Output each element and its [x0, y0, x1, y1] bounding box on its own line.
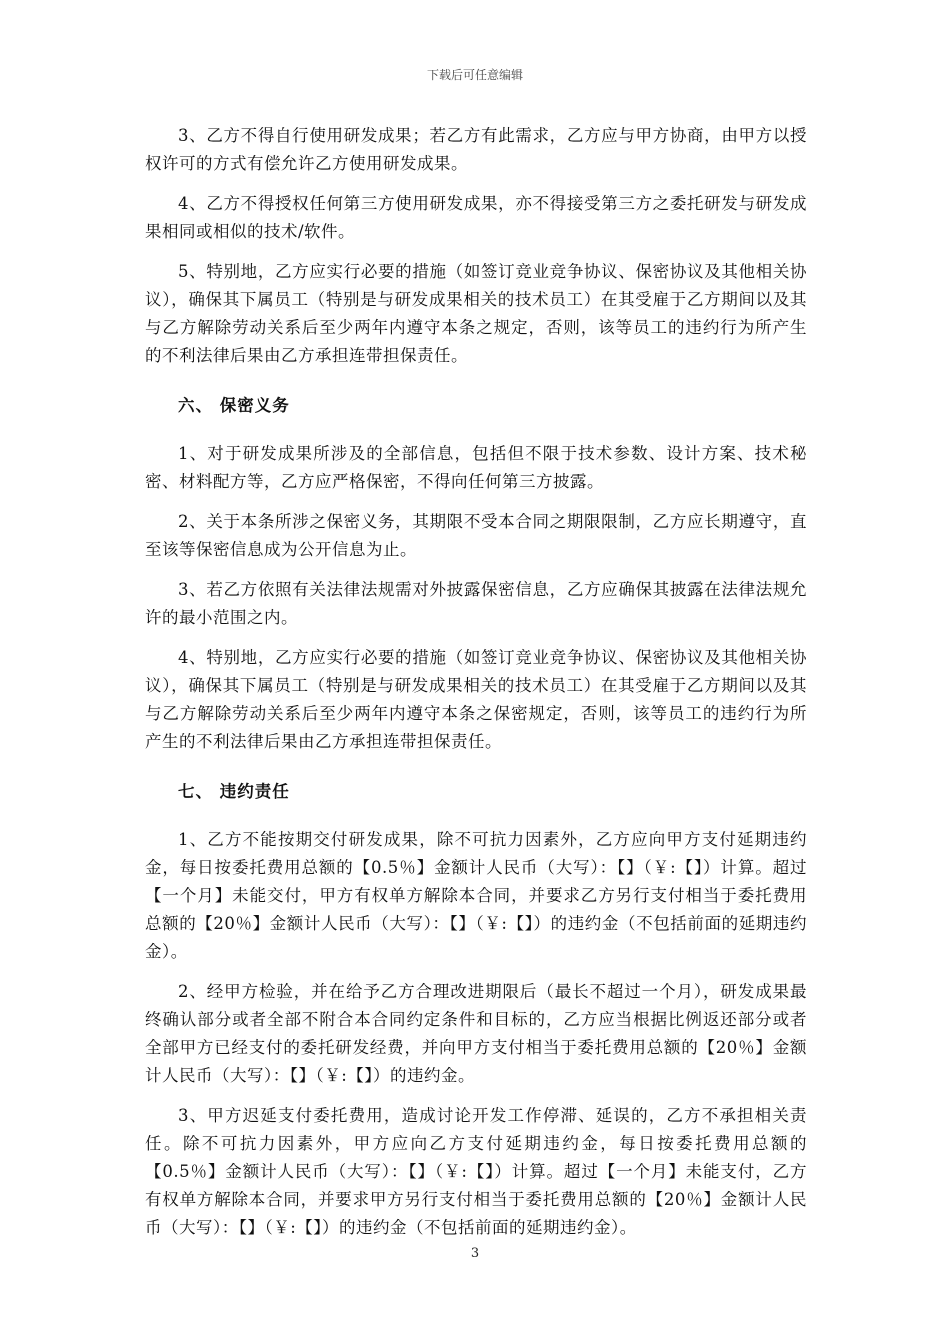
clause-6-1: 1、对于研发成果所涉及的全部信息，包括但不限于技术参数、设计方案、技术秘密、材料配方等，乙方应严格保密，不得向任何第三方披露。 [145, 444, 807, 491]
section-heading-liability: 七、 违约责任 [178, 782, 290, 801]
page-number: 3 [470, 1246, 480, 1261]
clause-5-5: 5、特别地，乙方应实行必要的措施（如签订竞业竞争协议、保密协议及其他相关协议），确保其下属员工（特别是与研发成果相关的技术员工）在其受雇于乙方期间以及其与乙方解除劳动关系后至少两年内遵守本条之规定，否则，该等员工的违约行为所产生的不利法律后果由乙方承担连带担保责任。 [145, 262, 807, 365]
clause-5-3: 3、乙方不得自行使用研发成果；若乙方有此需求，乙方应与甲方协商，由甲方以授权许可的方式有偿允许乙方使用研发成果。 [145, 126, 807, 173]
clause-6-4: 4、特别地，乙方应实行必要的措施（如签订竞业竞争协议、保密协议及其他相关协议），确保其下属员工（特别是与研发成果相关的技术员工）在其受雇于乙方期间以及其与乙方解除劳动关系后至少两年内遵守本条之保密规定，否则，该等员工的违约行为所产生的不利法律后果由乙方承担连带担保责任。 [145, 648, 807, 751]
clause-7-1: 1、乙方不能按期交付研发成果，除不可抗力因素外，乙方应向甲方支付延期违约金，每日按委托费用总额的【0.5％】金额计人民币（大写）：【】（￥:【】）计算。超过【一个月】未能交付，甲方有权单方解除本合同，并要求乙方另行支付相当于委托费用总额的【20％】金额计人民币（大写）：【】（￥:【】）的违约金（不包括前面的延期违约金）。 [145, 830, 807, 961]
clause-7-2: 2、经甲方检验，并在给予乙方合理改进期限后（最长不超过一个月），研发成果最终确认部分或者全部不附合本合同约定条件和目标的，乙方应当根据比例返还部分或者全部甲方已经支付的委托研发经费，并向甲方支付相当于委托费用总额的【20％】金额计人民币（大写）：【】（￥:【】）的违约金。 [145, 982, 807, 1085]
document-body [145, 122, 807, 1254]
clause-6-2: 2、关于本条所涉之保密义务，其期限不受本合同之期限限制，乙方应长期遵守，直至该等保密信息成为公开信息为止。 [145, 512, 807, 559]
clause-6-3: 3、若乙方依照有关法律法规需对外披露保密信息，乙方应确保其披露在法律法规允许的最小范围之内。 [145, 580, 807, 627]
page-header-note: 下载后可任意编辑 [426, 68, 523, 82]
clause-7-3: 3、甲方迟延支付委托费用，造成讨论开发工作停滞、延误的，乙方不承担相关责任。除不可抗力因素外，甲方应向乙方支付延期违约金，每日按委托费用总额的【0.5％】金额计人民币（大写）：【】（￥:【】）计算。超过【一个月】未能支付，乙方有权单方解除本合同，并要求甲方另行支付相当于委托费用总额的【20％】金额计人民币（大写）：【】（￥:【】）的违约金（不包括前面的延期违约金）。 [145, 1106, 807, 1237]
section-heading-confidentiality: 六、 保密义务 [178, 396, 290, 415]
clause-5-4: 4、乙方不得授权任何第三方使用研发成果，亦不得接受第三方之委托研发与研发成果相同或相似的技术/软件。 [145, 194, 807, 241]
